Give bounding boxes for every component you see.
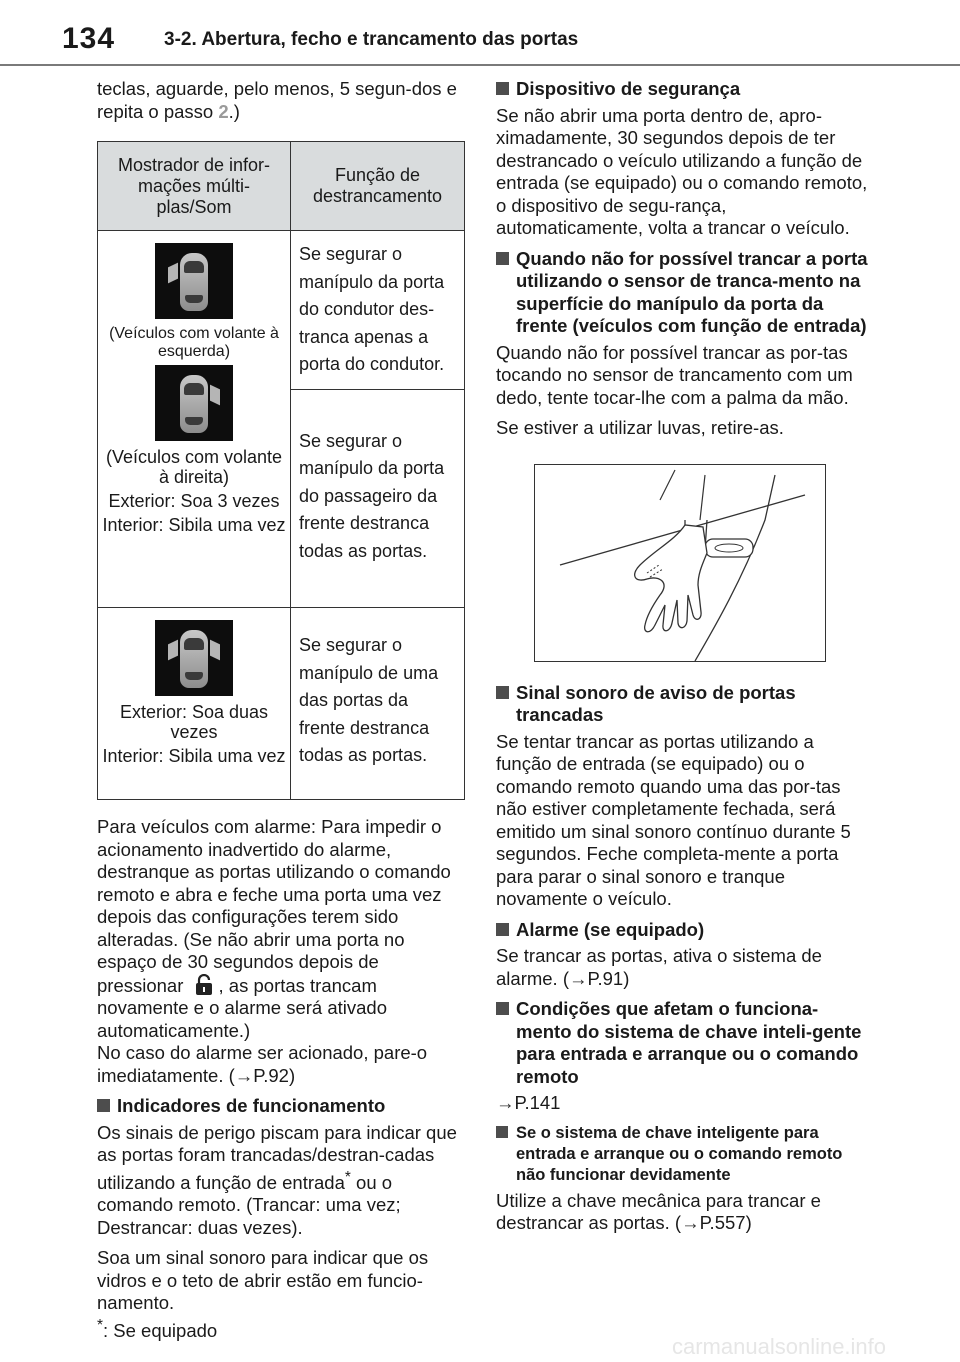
warning-heading [496,682,868,727]
square-bullet-icon [496,1126,508,1138]
page-header [0,0,960,66]
alarm-system-paragraph [496,945,868,990]
arrow-icon: → [234,1064,254,1086]
security-heading [496,78,868,101]
exterior-sound: Exterior: Soa duas vezes [119,702,269,742]
alarm-text: Para veículos com alarme: Para impedir o acionamento inadvertido do alarme, destranque as portas utilizando o comando remoto e abra e feche uma porta uma vez depois das configurações terem sido alteradas. (Se não abrir uma porta no espaço de 30 segundos depois de pressionar [97,816,451,996]
car-front-doors-open-icon [155,620,233,696]
square-bullet-icon [496,923,509,936]
lock-fail-heading-text: Quando não for possível trancar a porta utilizando o sensor de tranca-mento na superfície do manípulo da porta da frente (veículos com função de entrada) [516,247,868,336]
malfunction-text: Utilize a chave mecânica para trancar e destrancar as portas. ( [496,1189,821,1233]
table-header-display: Mostrador de infor-mações múlti-plas/Som [98,142,291,231]
square-bullet-icon [97,1099,110,1112]
conditions-heading [496,998,868,1088]
square-bullet-icon [496,82,509,95]
alarm-text-cont: , as portas trancam novamente e o alarme será ativado automaticamente.) [97,974,388,1041]
intro-text-end: .) [228,100,240,122]
alarm-stop-text: No caso do alarme ser acionado, pare-o imediatamente. ( [97,1042,428,1086]
indicators-paragraph [97,1122,469,1240]
table-header-row [98,142,465,231]
function-driver: Se segurar o manípulo da porta do condutor des-tranca apenas a porta do condutor. [291,231,465,390]
arrow-icon: → [496,1092,515,1113]
door-handle-illustration [534,464,826,662]
buzzer-paragraph: Soa um sinal sonoro para indicar que os vidros e o teto de abrir estão em funcio-namento. [97,1247,429,1314]
page-reference-link[interactable]: P.557 [699,1212,746,1233]
car-driver-door-open-icon [155,243,233,319]
malfunction-heading [496,1123,868,1186]
section-title: 3-2. Abertura, fecho e trancamento das portas [164,29,579,50]
indicators-heading [97,1095,469,1118]
footnote-star: * [97,1316,103,1334]
alarm-system-text: Se trancar as portas, ativa o sistema de alarme. ( [496,945,822,989]
alarm-stop-paragraph [97,1042,469,1087]
exterior-sound: Exterior: Soa 3 vezes [108,491,280,511]
page-number: 134 [62,22,116,55]
step-reference: 2 [218,100,229,122]
malfunction-end: ) [745,1212,752,1233]
function-any-front: Se segurar o manípulo de uma das portas da frente destranca todas as portas. [291,608,465,800]
page-reference-link[interactable]: P.92 [253,1064,289,1086]
security-paragraph: Se não abrir uma porta dentro de, apro-ximadamente, 30 segundos depois de ter destrancado o veículo utilizando a função de entrada (se equipado) ou o comando remoto, o dispositivo de segu-rança, automaticamente, volta a trancar o veículo. [496,104,868,238]
arrow-icon: → [569,967,588,989]
intro-paragraph [97,78,469,123]
intro-text: teclas, aguarde, pelo menos, 5 segun-dos e repita o passo [97,78,457,122]
warning-paragraph: Se tentar trancar as portas utilizando a função de entrada (se equipado) ou o comando remoto quando uma das por-tas não estiver completamente fechada, será emitido um sinal sonoro contínuo durante 5 segundos. Feche completa-mente a porta para parar o sinal sonoro e tranque novamente o veículo. [496,730,851,909]
indicators-text-cont: ou o comando remoto. (Trancar: uma vez; Destrancar: duas vezes). [97,1171,401,1238]
lock-icon [195,974,213,996]
alarm-heading-text: Alarme (se equipado) [516,918,705,940]
indicators-text: Os sinais de perigo piscam para indicar que as portas foram trancadas/destran-cadas utilizando a função de entrada [97,1121,457,1193]
alarm-paragraph [97,816,469,1042]
hand-touching-handle-icon [535,465,825,661]
table-row [98,608,465,800]
square-bullet-icon [496,686,509,699]
page-reference-link[interactable]: P.91 [587,967,624,989]
alarm-heading [496,919,868,942]
alarm-system-end: ) [623,967,630,989]
arrow-icon: → [681,1212,700,1233]
header-divider [0,64,960,66]
table-header-function: Função de destrancamento [291,142,465,231]
left-column [97,78,469,1342]
function-passenger: Se segurar o manípulo da porta do passageiro da frente destranca todas as portas. [291,389,465,608]
square-bullet-icon [496,1002,509,1015]
left-hand-caption: (Veículos com volante à esquerda) [109,325,279,360]
warning-heading-text: Sinal sonoro de aviso de portas trancadas [516,681,796,725]
right-hand-caption: (Veículos com volante à direita) [105,447,283,487]
malfunction-heading-text: Se o sistema de chave inteligente para entrada e arranque ou o comando remoto não funcionar devidamente [516,1123,843,1184]
car-passenger-door-open-icon [155,365,233,441]
interior-sound: Interior: Sibila uma vez [102,515,286,535]
right-column [496,78,868,1235]
security-heading-text: Dispositivo de segurança [516,78,741,99]
footnote-text: : Se equipado [103,1319,218,1341]
malfunction-paragraph [496,1190,868,1235]
gloves-paragraph: Se estiver a utilizar luvas, retire-as. [496,417,784,438]
alarm-stop-end: ) [288,1064,296,1086]
watermark: carmanualsonline.info [672,1334,887,1359]
table-row [98,231,465,390]
page-reference-link[interactable]: P.141 [514,1092,561,1113]
display-cell [98,608,291,800]
conditions-heading-text: Condições que afetam o funciona-mento do sistema de chave inteli-gente para entrada e arranque ou o comando remoto [516,998,862,1087]
lock-fail-heading [496,248,868,338]
square-bullet-icon [496,252,509,265]
display-cell [98,231,291,608]
footnote-marker: * [344,1168,351,1186]
indicators-heading-text: Indicadores de funcionamento [117,1095,386,1116]
conditions-paragraph [496,1092,868,1115]
unlock-function-table [97,141,465,800]
interior-sound: Interior: Sibila uma vez [102,746,286,766]
lock-fail-paragraph: Quando não for possível trancar as por-tas tocando no sensor de trancamento com um dedo, tente tocar-lhe com a palma da mão. [496,341,853,408]
footnote [97,1315,469,1343]
